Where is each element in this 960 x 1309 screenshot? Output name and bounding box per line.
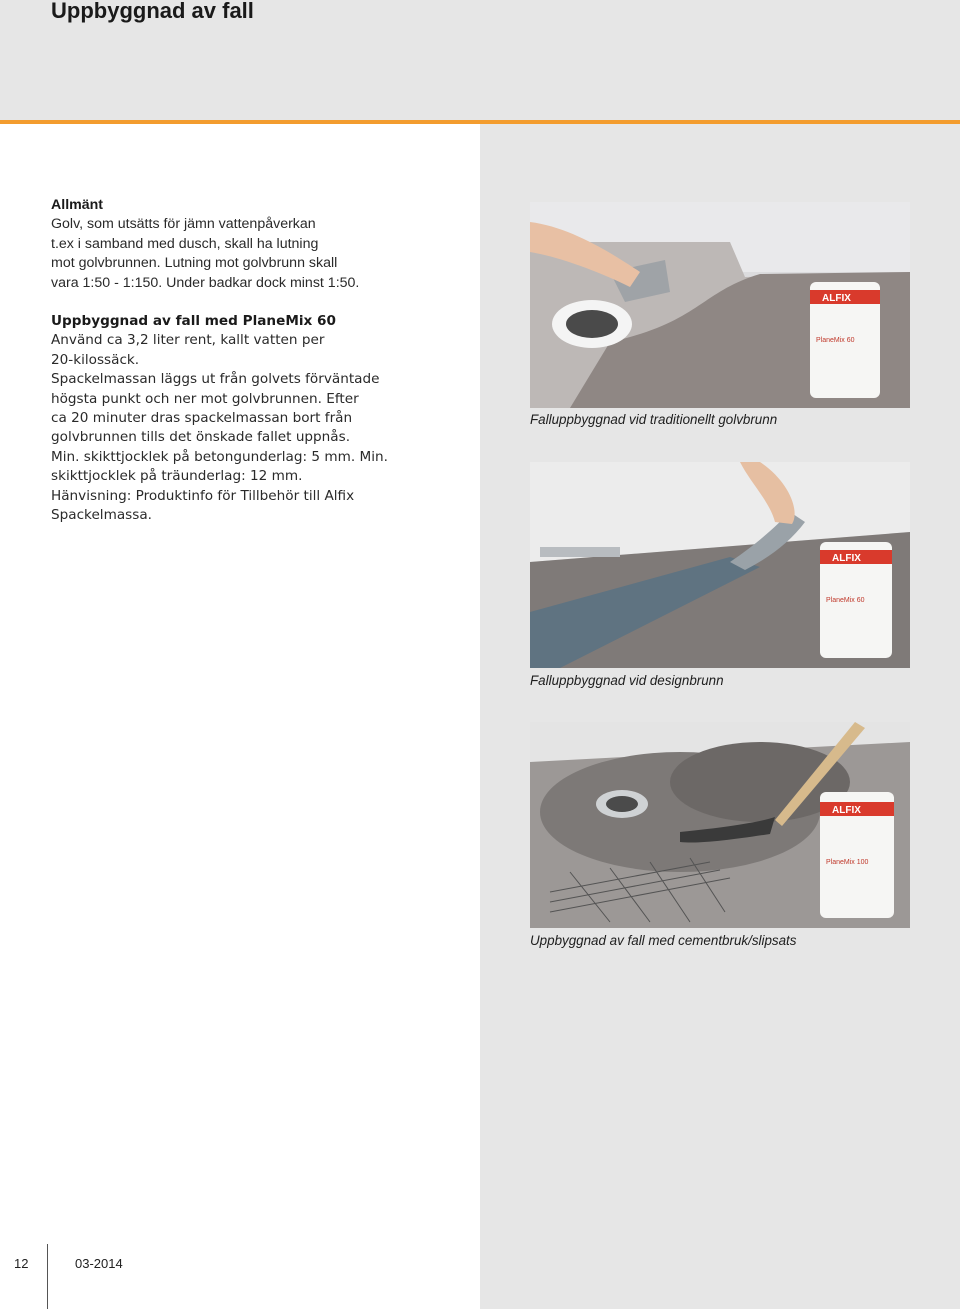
footer-divider	[47, 1244, 48, 1309]
planemix-line: högsta punkt och ner mot golvbrunnen. Efter	[51, 390, 359, 407]
general-line: vara 1:50 - 1:150. Under badkar dock minst 1:50.	[51, 274, 360, 291]
planemix-line: Hänvisning: Produktinfo för Tillbehör till Alfix	[51, 487, 355, 504]
planemix-line: Använd ca 3,2 liter rent, kallt vatten per	[51, 332, 325, 349]
photo-cement-screed	[530, 722, 910, 928]
planemix-line: ca 20 minuter dras spackelmassan bort från	[51, 410, 353, 427]
general-line: t.ex i samband med dusch, skall ha lutning	[51, 235, 319, 252]
planemix-heading: Uppbyggnad av fall med PlaneMix 60	[51, 313, 336, 330]
photo-caption: Falluppbyggnad vid designbrunn	[530, 673, 724, 688]
planemix-line: golvbrunnen tills det önskade fallet uppnås.	[51, 429, 351, 446]
page-header	[0, 0, 960, 120]
photo-caption: Uppbyggnad av fall med cementbruk/slipsats	[530, 933, 797, 948]
planemix-line: 20-kilossäck.	[51, 351, 140, 368]
bag-brand: ALFIX	[832, 553, 861, 564]
page-title: Uppbyggnad av fall	[51, 0, 254, 23]
text-column	[51, 196, 451, 526]
photo-traditional-drain	[530, 202, 910, 408]
planemix-line: Spackelmassan läggs ut från golvets förväntade	[51, 371, 380, 388]
bag-product: PlaneMix 100	[826, 859, 869, 866]
bag-brand: ALFIX	[832, 805, 861, 816]
bag-product: PlaneMix 60	[826, 597, 865, 604]
photo-caption: Falluppbyggnad vid traditionellt golvbrunn	[530, 412, 778, 427]
planemix-line: Spackelmassa.	[51, 507, 152, 524]
planemix-line: Min. skikttjocklek på betongunderlag: 5 mm. Min.	[51, 448, 388, 465]
page-date: 03-2014	[75, 1256, 123, 1271]
general-line: Golv, som utsätts för jämn vattenpåverkan	[51, 216, 316, 233]
page-number: 12	[14, 1256, 29, 1271]
bag-brand: ALFIX	[822, 293, 851, 304]
general-line: mot golvbrunnen. Lutning mot golvbrunn skall	[51, 255, 338, 272]
bag-product: PlaneMix 60	[816, 337, 855, 344]
general-heading: Allmänt	[51, 197, 104, 213]
photo-design-drain	[530, 462, 910, 668]
planemix-line: skikttjocklek på träunderlag: 12 mm.	[51, 468, 303, 485]
